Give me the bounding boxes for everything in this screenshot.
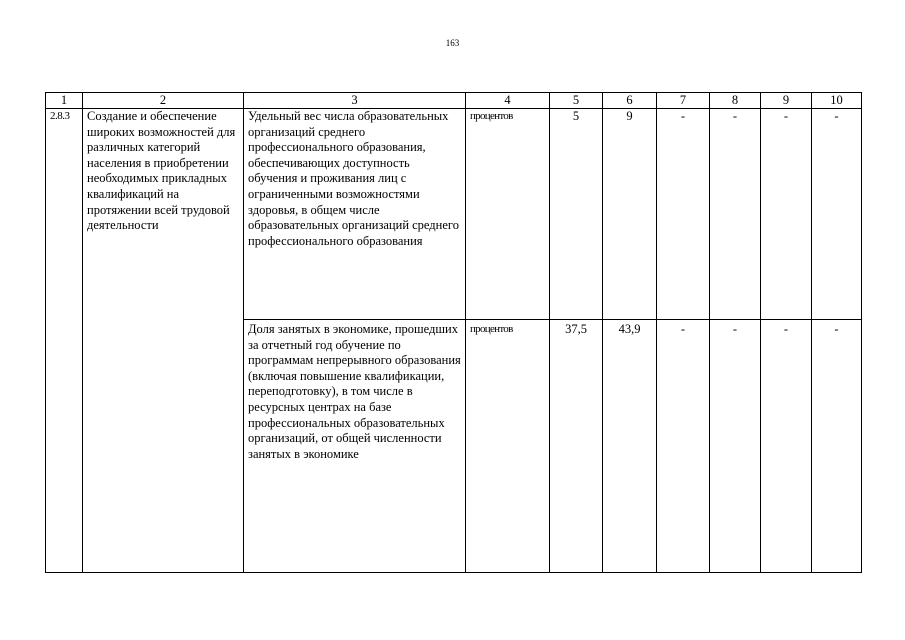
header-cell-6: 6 [603, 93, 657, 109]
value-cell: - [710, 320, 761, 573]
value-cell: 9 [603, 109, 657, 320]
header-cell-2: 2 [83, 93, 244, 109]
value-cell: - [812, 109, 862, 320]
value-cell: - [812, 320, 862, 573]
value-cell: - [657, 109, 710, 320]
page-number: 163 [445, 38, 460, 48]
header-row [46, 93, 862, 109]
value-cell: 43,9 [603, 320, 657, 573]
header-cell-7: 7 [657, 93, 710, 109]
table-row [46, 109, 862, 320]
header-cell-9: 9 [761, 93, 812, 109]
value-cell: - [657, 320, 710, 573]
header-cell-10: 10 [812, 93, 862, 109]
unit-cell: процентов [466, 109, 550, 320]
header-cell-4: 4 [466, 93, 550, 109]
value-cell: - [761, 109, 812, 320]
indicator-text: Доля занятых в экономике, прошедших за отчетный год обучение по программам непрерывного образования (включая повышение квалификации, переподготовку), в том числе в ресурсных центрах на базе профессиональных образовательных организаций, от общей численности занятых в экономике [244, 320, 466, 573]
header-cell-3: 3 [244, 93, 466, 109]
section-number: 2.8.3 [46, 109, 83, 573]
indicator-text: Удельный вес числа образовательных организаций среднего профессионального образования, обеспечивающих доступность обучения и проживания лиц с ограниченными возможностями здоровья, в общем числе образовательных организаций среднего профессионального образования [244, 109, 466, 320]
unit-cell: процентов [466, 320, 550, 573]
value-cell: 37,5 [550, 320, 603, 573]
header-cell-8: 8 [710, 93, 761, 109]
value-cell: 5 [550, 109, 603, 320]
value-cell: - [710, 109, 761, 320]
header-cell-1: 1 [46, 93, 83, 109]
section-title: Создание и обеспечение широких возможностей для различных категорий населения в приобретении необходимых прикладных квалификаций на протяжении всей трудовой деятельности [83, 109, 244, 573]
indicators-table [45, 92, 862, 573]
header-cell-5: 5 [550, 93, 603, 109]
value-cell: - [761, 320, 812, 573]
